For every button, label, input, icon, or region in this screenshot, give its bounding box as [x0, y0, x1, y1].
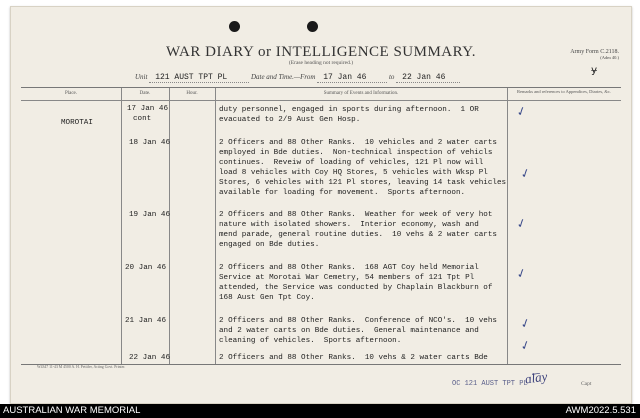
watermark-left: AUSTRALIAN WAR MEMORIAL: [3, 405, 141, 416]
date-to: 22 Jan 46: [396, 73, 460, 83]
entry-date: 21 Jan 46: [125, 317, 167, 325]
entry-date: 20 Jan 46: [125, 264, 167, 272]
checkmark-icon: ✓: [514, 215, 529, 232]
watermark-right: AWM2022.5.531: [565, 405, 636, 416]
entry-line: 2 Officers and 88 Other Ranks. 168 AGT Coy held Memorial: [219, 264, 479, 272]
diary-sheet: [10, 6, 632, 404]
entry-line: load 8 vehicles with Coy HQ Stores, 5 vehicles with Wksp Pl: [219, 169, 488, 177]
entry-line: duty personnel, engaged in sports during afternoon. 1 OR: [219, 106, 479, 114]
form-title: WAR DIARY or INTELLIGENCE SUMMARY.: [166, 44, 476, 60]
entry-date: 18 Jan 46: [129, 139, 171, 147]
entry-line: attended, the Service was conducted by Chaplain Blackburn of: [219, 284, 493, 292]
signature: ɑ͞lay: [523, 368, 549, 387]
entry-line: available for loading for movement. Sports afternoon.: [219, 189, 466, 197]
col-header-place: Place.: [64, 91, 78, 96]
watermark-bar: [0, 404, 640, 418]
unit-stamp: OC 121 AUST TPT PL: [452, 380, 528, 388]
punch-hole: [307, 21, 318, 32]
ink-mark: ɏ: [591, 65, 597, 76]
entry-line: 2 Officers and 88 Other Ranks. 10 vehs & 2 water carts Bde: [219, 354, 488, 362]
unit-value: 121 AUST TPT PL: [149, 73, 249, 83]
checkmark-icon: ✓: [514, 103, 529, 120]
entry-line: mend parade, general routine duties. 10 vehs & 2 water carts: [219, 231, 497, 239]
form-subtitle: (Erase heading not required.): [288, 60, 354, 66]
col-header-summary: Summary of Events and Information.: [323, 91, 399, 96]
col-header-remarks: Remarks and references to Appendices, Diaries, &c.: [516, 89, 612, 94]
entry-line: Stores, 6 vehicles with 121 Pl stores, leaving 14 task vehicles: [219, 179, 507, 187]
entry-date: 19 Jan 46: [129, 211, 171, 219]
entry-line: nature with isolated showers. Interior economy, wash and: [219, 221, 479, 229]
entry-line: 2 Officers and 88 Other Ranks. Conference of NCO's. 10 vehs: [219, 317, 497, 325]
col-header-hour: Hour.: [186, 91, 198, 96]
entry-line: cleaning of vehicles. Sports afternoon.: [219, 337, 402, 345]
entry-line: 2 Officers and 88 Other Ranks. Weather for week of very hot: [219, 211, 493, 219]
entry-line: Service at Morotai War Cemetry, 54 members of 121 Tpt Pl: [219, 274, 475, 282]
checkmark-icon: ✓: [518, 337, 533, 354]
entry-line: continues. Reveiw of loading of vehicles, 121 Pl now will: [219, 159, 484, 167]
diary-table: [21, 87, 621, 365]
army-form-number: Army Form C.2118. (Adm 40.): [570, 49, 619, 60]
entry-place: MOROTAI: [61, 119, 93, 127]
col-header-date: Date.: [139, 91, 151, 96]
punch-hole: [229, 21, 240, 32]
checkmark-icon: ✓: [518, 315, 533, 332]
checkmark-icon: ✓: [514, 265, 529, 282]
entry-line: employed in Bde duties. Non-technical inspection of vehicls: [219, 149, 493, 157]
unit-date-line: Unit 121 AUST TPT PL Date and Time.—From 17 Jan 46 to 22 Jan 46: [135, 73, 460, 83]
entry-line: 168 Aust Gen Tpt Coy.: [219, 294, 315, 302]
entry-date: 17 Jan 46: [127, 105, 169, 113]
entry-line: evacuated to 2/9 Aust Gen Hosp.: [219, 116, 361, 124]
date-from: 17 Jan 46: [317, 73, 387, 83]
rank-label: Capt: [581, 381, 592, 387]
entry-line: and 2 water carts on Bde duties. General maintenance and: [219, 327, 479, 335]
checkmark-icon: ✓: [518, 165, 533, 182]
entry-line: 2 Officers and 88 Other Ranks. 10 vehicles and 2 water carts: [219, 139, 497, 147]
entry-date: 22 Jan 46: [129, 354, 171, 362]
entry-date-cont: cont: [133, 115, 152, 123]
entry-line: engaged on Bde duties.: [219, 241, 320, 249]
printer-line: W4347 11-43 M 4500 A. H. Pettifer, Acting Govt. Printer.: [37, 365, 126, 369]
